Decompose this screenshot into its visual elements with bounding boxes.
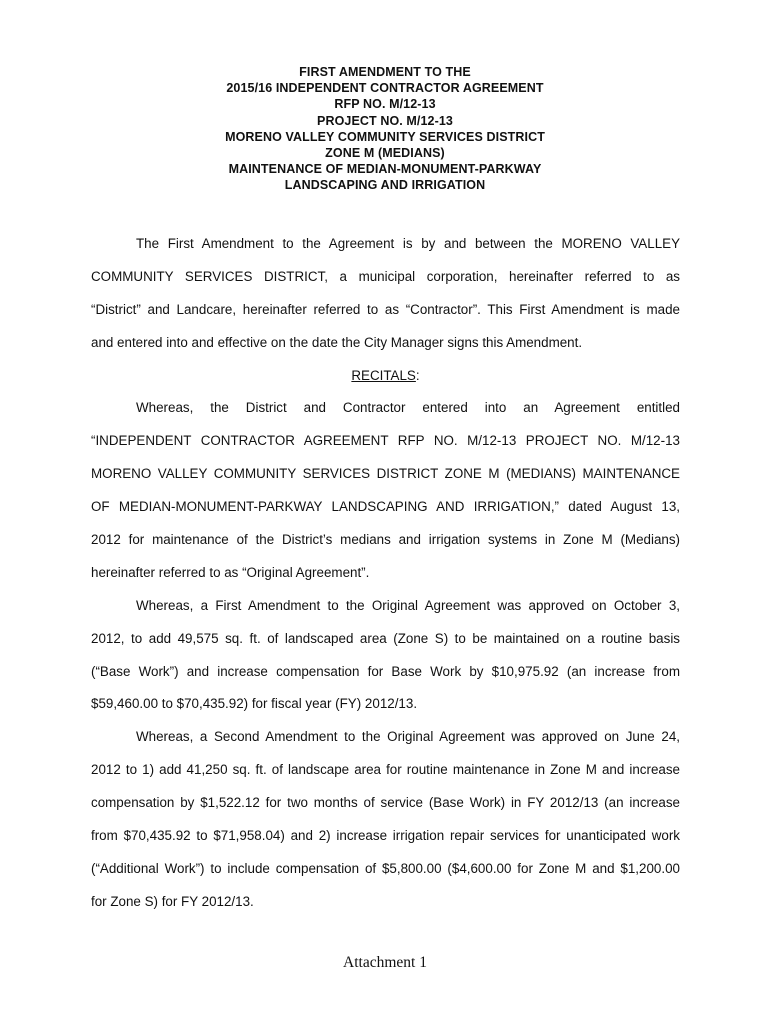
paragraph-line: 2012 for maintenance of the District’s medians and irrigation systems in Zone M (Medians) <box>91 532 680 548</box>
recital-paragraph-2 <box>91 590 680 722</box>
paragraph-line: Whereas, a First Amendment to the Original Agreement was approved on October 3, <box>136 597 680 613</box>
paragraph-line: and entered into and effective on the date the City Manager signs this Amendment. <box>91 334 583 350</box>
paragraph-line: (“Additional Work”) to include compensation of $5,800.00 ($4,600.00 for Zone M and $1,200.00 <box>91 860 680 876</box>
recitals-heading-colon: : <box>415 367 420 383</box>
paragraph-line: OF MEDIAN-MONUMENT-PARKWAY LANDSCAPING AND IRRIGATION,” dated August 13, <box>91 499 680 515</box>
paragraph-line: from $70,435.92 to $71,958.04) and 2) increase irrigation repair services for unanticipated work <box>91 828 680 844</box>
paragraph-line: hereinafter referred to as “Original Agreement”. <box>91 564 370 580</box>
paragraph-line: COMMUNITY SERVICES DISTRICT, a municipal corporation, hereinafter referred to as <box>91 268 680 284</box>
paragraph-line: “District” and Landcare, hereinafter referred to as “Contractor”. This First Amendment is made <box>91 301 680 317</box>
paragraph-line: MORENO VALLEY COMMUNITY SERVICES DISTRICT ZONE M (MEDIANS) MAINTENANCE <box>91 466 680 482</box>
paragraph-line: Whereas, the District and Contractor entered into an Agreement entitled <box>136 400 680 416</box>
paragraph-line: The First Amendment to the Agreement is by and between the MORENO VALLEY <box>136 236 680 251</box>
paragraph-line: $59,460.00 to $70,435.92) for fiscal year (FY) 2012/13. <box>91 696 418 712</box>
title-line: MORENO VALLEY COMMUNITY SERVICES DISTRICT <box>225 129 545 144</box>
title-line: PROJECT NO. M/12-13 <box>317 113 453 128</box>
document-body <box>91 228 680 919</box>
title-line: RFP NO. M/12-13 <box>334 97 436 112</box>
recitals-heading <box>91 360 680 393</box>
title-line: 2015/16 INDEPENDENT CONTRACTOR AGREEMENT <box>226 81 544 96</box>
page-footer: Attachment 1 <box>343 954 427 971</box>
title-line: LANDSCAPING AND IRRIGATION <box>284 178 486 193</box>
recitals-heading-text: RECITALS <box>351 367 416 383</box>
paragraph-line: Whereas, a Second Amendment to the Original Agreement was approved on June 24, <box>136 729 680 745</box>
paragraph-line: compensation by $1,522.12 for two months of service (Base Work) in FY 2012/13 (an increase <box>91 795 680 811</box>
paragraph-line: 2012, to add 49,575 sq. ft. of landscaped area (Zone S) to be maintained on a routine basis <box>91 630 680 646</box>
paragraph-line: 2012 to 1) add 41,250 sq. ft. of landscape area for routine maintenance in Zone M and increase <box>91 762 680 778</box>
intro-paragraph <box>91 228 680 360</box>
paragraph-line: for Zone S) for FY 2012/13. <box>91 893 254 909</box>
paragraph-line: (“Base Work”) and increase compensation for Base Work by $10,975.92 (an increase from <box>91 663 680 679</box>
recital-paragraph-1 <box>91 392 680 589</box>
document-title <box>0 64 770 194</box>
paragraph-line: “INDEPENDENT CONTRACTOR AGREEMENT RFP NO. M/12-13 PROJECT NO. M/12-13 <box>91 433 680 449</box>
title-line: MAINTENANCE OF MEDIAN-MONUMENT-PARKWAY <box>228 162 542 177</box>
title-line: ZONE M (MEDIANS) <box>325 146 445 161</box>
title-line: FIRST AMENDMENT TO THE <box>299 65 471 79</box>
recital-paragraph-3 <box>91 721 680 918</box>
